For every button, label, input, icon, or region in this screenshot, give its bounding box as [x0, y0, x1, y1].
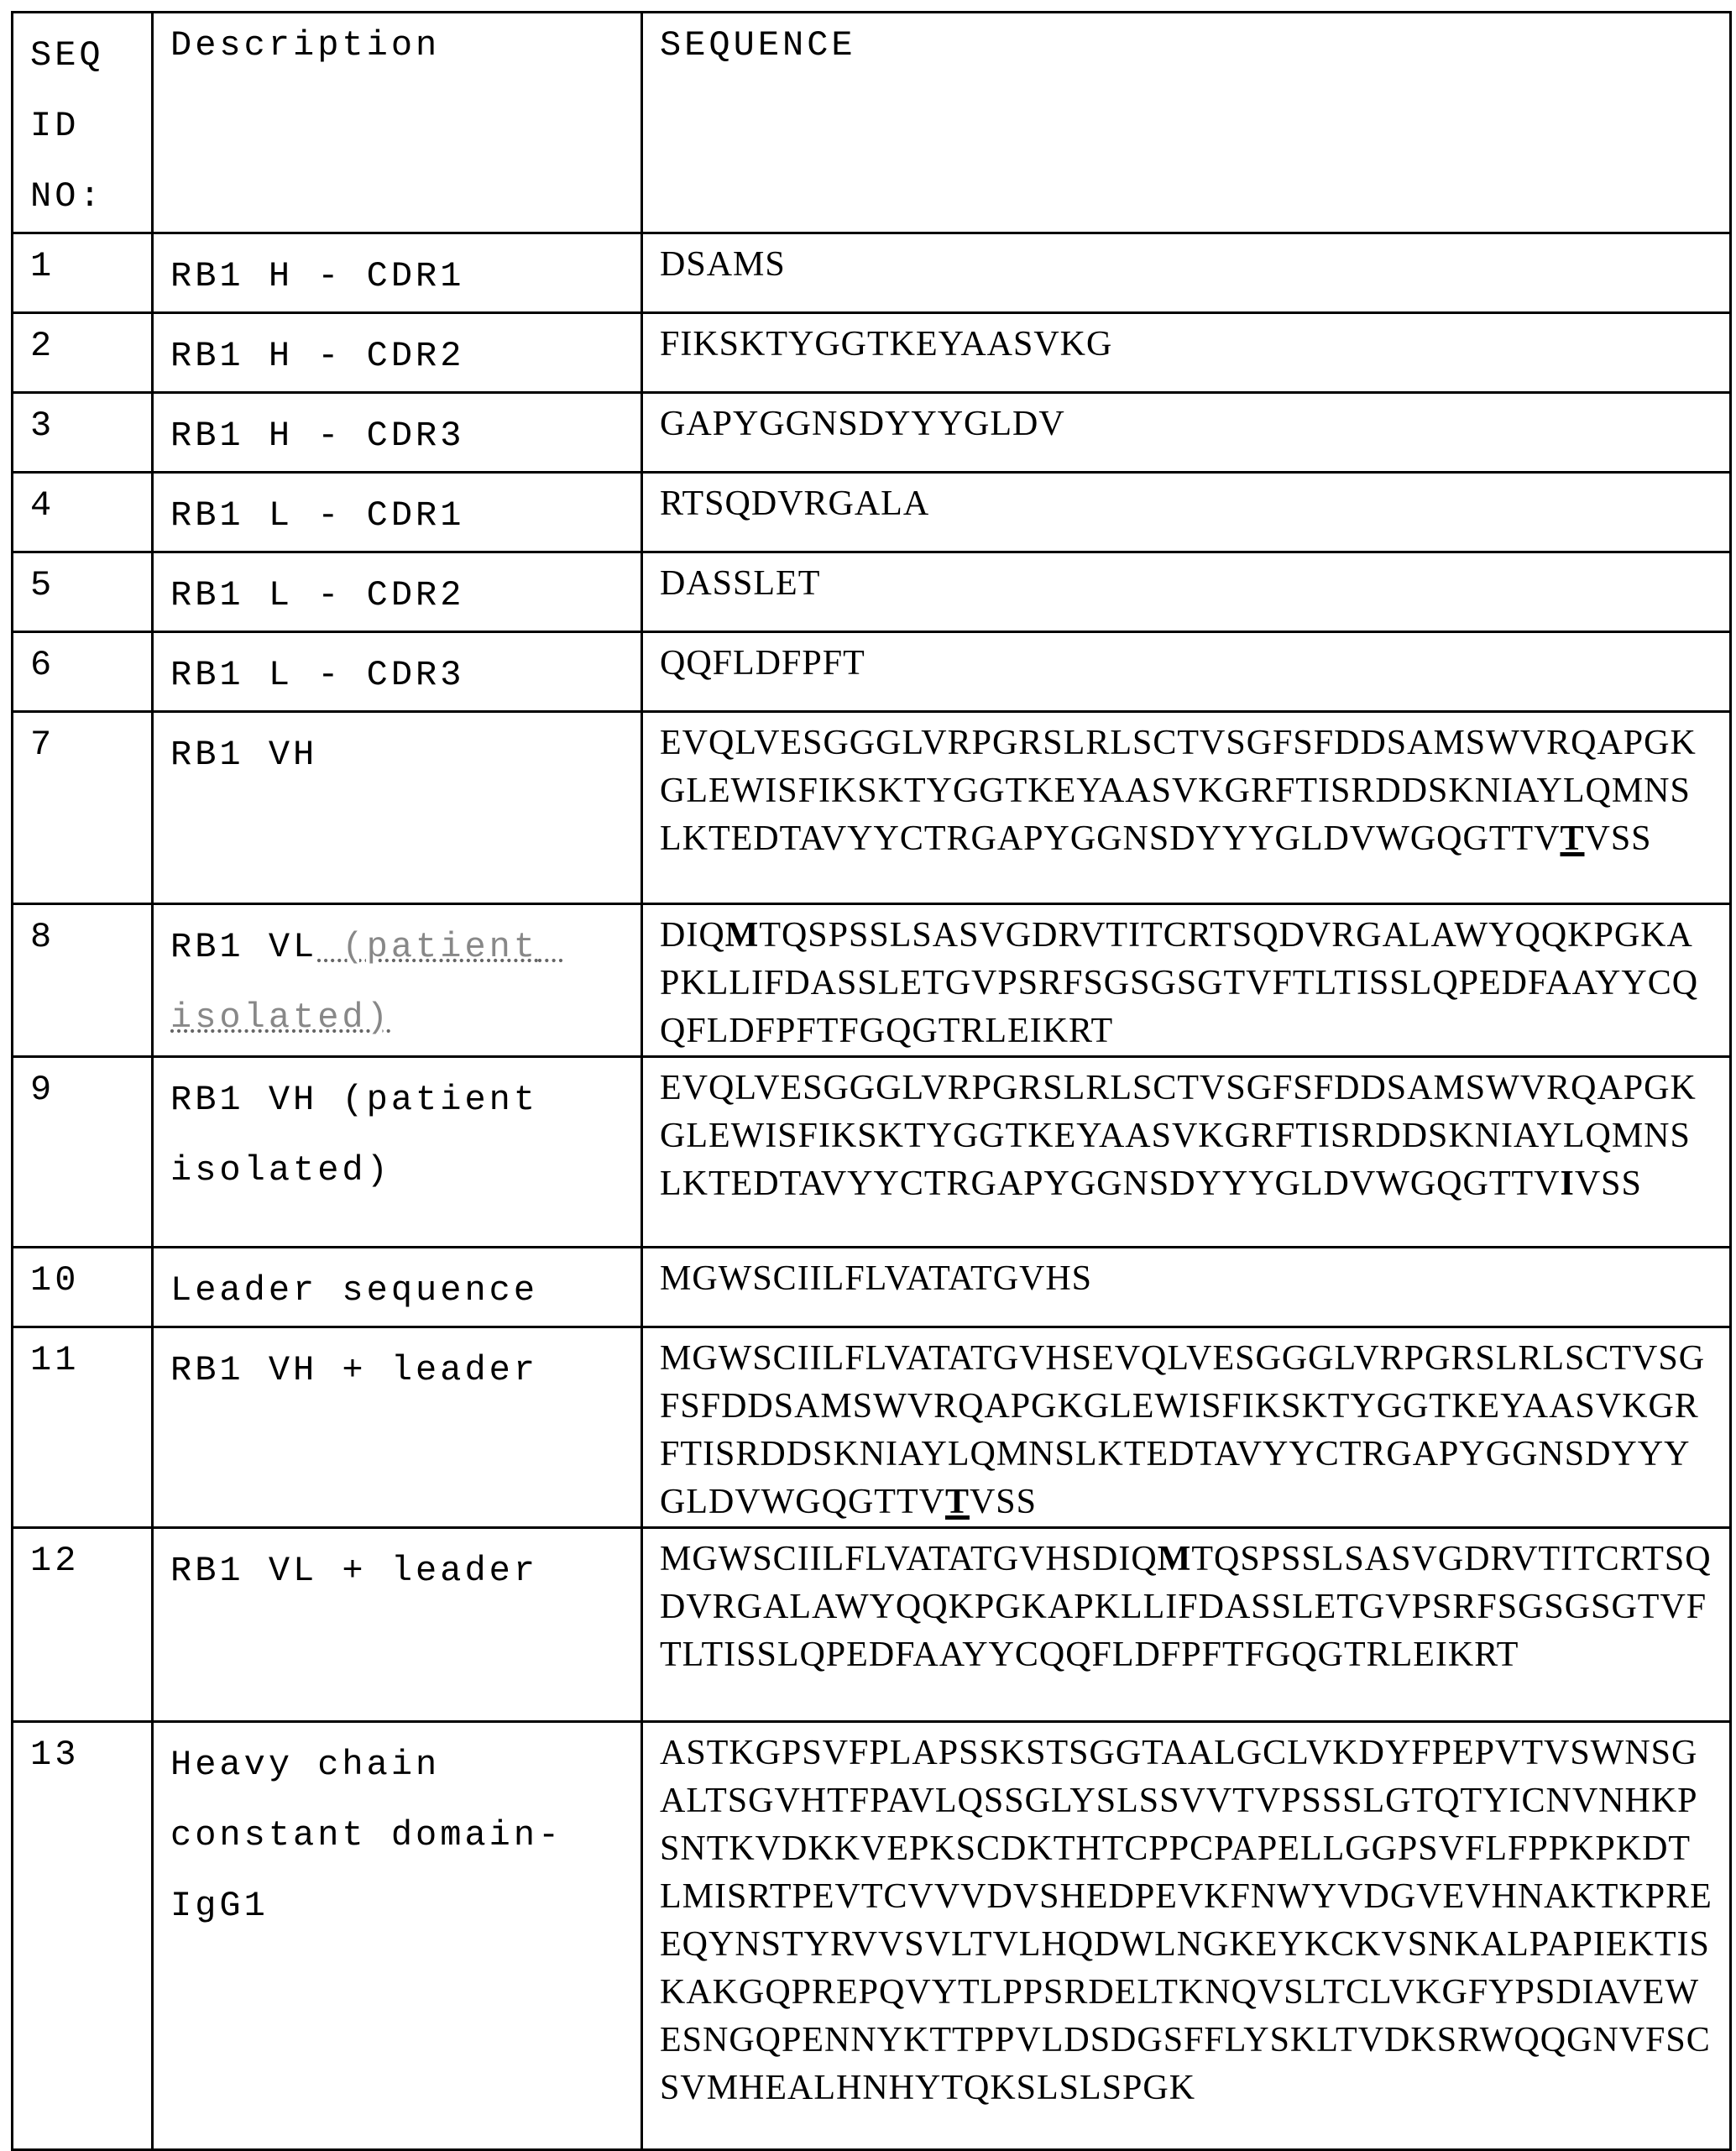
sequence-text: MGWSCIILFLVATATGVHS — [660, 1255, 1712, 1303]
table-row — [13, 233, 1731, 313]
description-text: RB1 H - CDR1 — [170, 256, 464, 296]
table-row — [13, 1722, 1731, 2150]
sequence-text: MGWSCIILFLVATATGVHSEVQLVESGGGLVRPGRSLRLSCTVSGFSFDDSAMSWVRQAPGKGLEWISFIKSKTYGGTKEYAASVKGRFTISRDDSKNIAYLQMNSLKTEDTAVYYCTRGAPYGGNSDYYYGLDVWGQGTTVTVSS — [660, 1335, 1712, 1526]
mutation-mark: T — [945, 1483, 970, 1521]
sequence-cell — [642, 904, 1731, 1057]
sequence-text: MGWSCIILFLVATATGVHSDIQMTQSPSSLSASVGDRVTITCRTSQDVRGALAWYQQKPGKAPKLLIFDASSLETGVPSRFSGSGSGTVFTLTISSLQPEDFAAYYCQQFLDFPFTFGQGTRLEIKRT — [660, 1536, 1712, 1679]
description-cell — [153, 1327, 642, 1528]
sequence-text: QQFLDFPFT — [660, 640, 1712, 688]
sequence-cell — [642, 1248, 1731, 1327]
seq-id-cell: 1 — [13, 233, 153, 313]
sequence-text: DIQMTQSPSSLSASVGDRVTITCRTSQDVRGALAWYQQKPGKAPKLLIFDASSLETGVPSRFSGSGSGTVFTLTISSLQPEDFAAYYCQQFLDFPFTFGQGTRLEIKRT — [660, 912, 1712, 1055]
seq-id-cell: 10 — [13, 1248, 153, 1327]
sequence-cell — [642, 393, 1731, 473]
table-row — [13, 1528, 1731, 1722]
sequence-text: RTSQDVRGALA — [660, 480, 1712, 528]
description-text: RB1 H - CDR3 — [170, 416, 464, 456]
mutation-mark: M — [1158, 1540, 1192, 1578]
sequence-cell — [642, 1057, 1731, 1248]
sequence-cell — [642, 712, 1731, 904]
description-text: RB1 VH (patient isolated) — [170, 1080, 562, 1191]
seq-id-cell: 3 — [13, 393, 153, 473]
description-cell — [153, 1722, 642, 2150]
description-cell — [153, 712, 642, 904]
mutation-mark: T — [1560, 819, 1584, 858]
seq-id-cell: 9 — [13, 1057, 153, 1248]
description-text: RB1 VL — [170, 927, 317, 967]
sequence-cell — [642, 632, 1731, 712]
table-row — [13, 552, 1731, 632]
seq-id-cell: 8 — [13, 904, 153, 1057]
description-text: Leader sequence — [170, 1270, 538, 1311]
header-description: Description — [153, 13, 642, 233]
sequence-text: FIKSKTYGGTKEYAASVKG — [660, 321, 1712, 369]
description-text: RB1 L - CDR3 — [170, 655, 464, 695]
table-row — [13, 393, 1731, 473]
sequence-text: EVQLVESGGGLVRPGRSLRLSCTVSGFSFDDSAMSWVRQAPGKGLEWISFIKSKTYGGTKEYAASVKGRFTISRDDSKNIAYLQMNSLKTEDTAVYYCTRGAPYGGNSDYYYGLDVWGQGTTVIVSS — [660, 1065, 1712, 1208]
description-cell — [153, 632, 642, 712]
description-cell — [153, 233, 642, 313]
description-text: Heavy chain constant domain-IgG1 — [170, 1745, 562, 1926]
seq-id-cell: 12 — [13, 1528, 153, 1722]
description-cell — [153, 313, 642, 393]
sequence-cell — [642, 313, 1731, 393]
table-row — [13, 904, 1731, 1057]
description-text: RB1 L - CDR1 — [170, 495, 464, 536]
sequence-cell — [642, 473, 1731, 552]
description-text: RB1 VL + leader — [170, 1551, 538, 1591]
description-text: RB1 VH — [170, 735, 317, 775]
description-text: RB1 L - CDR2 — [170, 575, 464, 615]
description-cell — [153, 904, 642, 1057]
sequence-text: DSAMS — [660, 241, 1712, 289]
header-seq-id: SEQ ID NO: — [13, 13, 153, 233]
sequence-text: EVQLVESGGGLVRPGRSLRLSCTVSGFSFDDSAMSWVRQAPGKGLEWISFIKSKTYGGTKEYAASVKGRFTISRDDSKNIAYLQMNSLKTEDTAVYYCTRGAPYGGNSDYYYGLDVWGQGTTVTVSS — [660, 720, 1712, 863]
seq-id-cell: 11 — [13, 1327, 153, 1528]
sequence-table — [11, 11, 1732, 2151]
sequence-cell — [642, 233, 1731, 313]
seq-id-cell: 7 — [13, 712, 153, 904]
header-sequence: SEQUENCE — [642, 13, 1731, 233]
sequence-cell — [642, 1722, 1731, 2150]
table-row — [13, 712, 1731, 904]
sequence-text: ASTKGPSVFPLAPSSKSTSGGTAALGCLVKDYFPEPVTVSWNSGALTSGVHTFPAVLQSSGLYSLSSVVTVPSSSLGTQTYICNVNHKPSNTKVDKKVEPKSCDKTHTCPPCPAPELLGGPSVFLFPPKPKDTLMISRTPEVTCVVVDVSHEDPEVKFNWYVDGVEVHNAKTKPREEQYNSTYRVVSVLTVLHQDWLNGKEYKCKVSNKALPAPIEKTISKAKGQPREPQVYTLPPSRDELTKNQVSLTCLVKGFYPSDIAVEWESNGQPENNYKTTPPVLDSDGSFFLYSKLTVDKSRWQQGNVFSCSVMHEALHNHYTQKSLSLSPGK — [660, 1730, 1712, 2112]
mutation-mark: I — [1560, 1164, 1574, 1203]
table-row — [13, 473, 1731, 552]
seq-id-cell: 13 — [13, 1722, 153, 2150]
description-text: RB1 H - CDR2 — [170, 336, 464, 376]
seq-id-cell: 5 — [13, 552, 153, 632]
sequence-cell — [642, 552, 1731, 632]
sequence-cell — [642, 1327, 1731, 1528]
description-cell — [153, 552, 642, 632]
seq-id-cell: 6 — [13, 632, 153, 712]
header-row — [13, 13, 1731, 233]
sequence-text: DASSLET — [660, 560, 1712, 608]
table-row — [13, 632, 1731, 712]
tracked-change-text: (patient isolated) — [170, 927, 562, 1038]
table-row — [13, 1327, 1731, 1528]
table-row — [13, 1057, 1731, 1248]
seq-id-cell: 2 — [13, 313, 153, 393]
sequence-cell — [642, 1528, 1731, 1722]
description-cell — [153, 1248, 642, 1327]
table-row — [13, 1248, 1731, 1327]
description-text: RB1 VH + leader — [170, 1350, 538, 1390]
description-cell — [153, 1528, 642, 1722]
mutation-mark: M — [725, 916, 760, 955]
description-cell — [153, 473, 642, 552]
seq-id-cell: 4 — [13, 473, 153, 552]
table-row — [13, 313, 1731, 393]
description-cell — [153, 1057, 642, 1248]
description-cell — [153, 393, 642, 473]
sequence-text: GAPYGGNSDYYYGLDV — [660, 400, 1712, 448]
